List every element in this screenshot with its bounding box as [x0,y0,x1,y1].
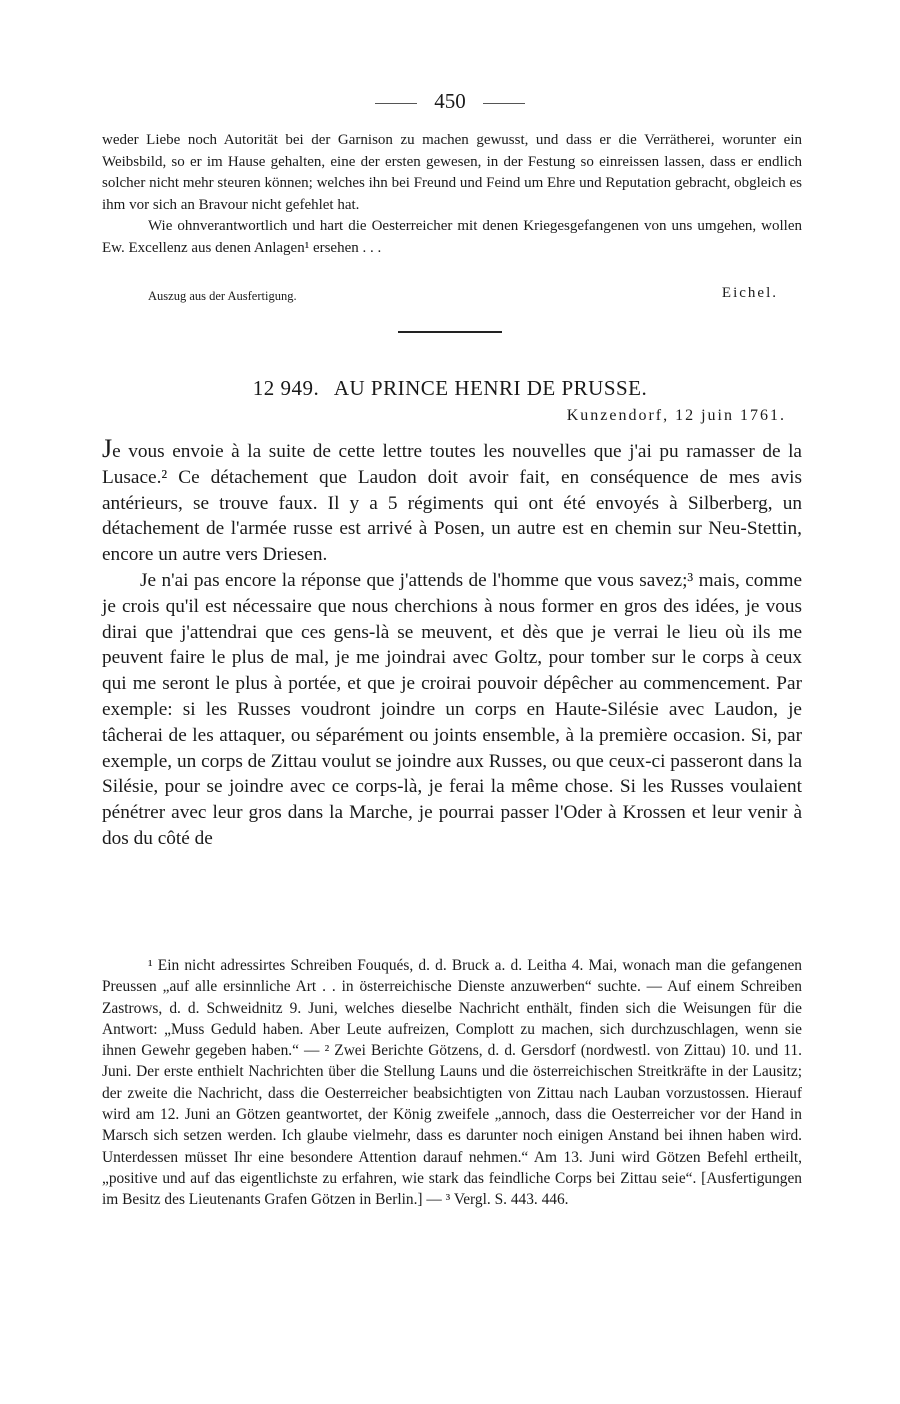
letter-heading [0,376,900,401]
place-date: Kunzendorf, 12 juin 1761. [566,407,786,424]
signature: Eichel. [721,285,778,301]
continuation-paragraph-1: weder Liebe noch Autorität bei der Garnison zu machen gewusst, und dass er die Verrätherei, worunter ein Weibsbild, so er im Hause gehalten, eine der ersten gewesen, in der Festung so einreissen lassen, dass er endlich solcher nicht mehr steuren können; welches ihn bei Freund und Feind um Ehre und Reputation gebracht, obgleich es ihm vor sich an Bravour nicht gefehlet hat. [102,132,802,213]
page-header [0,86,900,116]
header-rule-left [375,103,417,104]
header-rule-right [483,103,525,104]
continuation-paragraph-2: Wie ohnverantwortlich und hart die Oesterreicher mit denen Kriegesgefangenen von uns umgehen, wollen Ew. Excellenz aus denen Anlagen¹ ersehen . . . [102,218,802,256]
source-note: Auszug aus der Ausfertigung. [148,289,297,303]
letter-title: AU PRINCE HENRI DE PRUSSE. [333,376,648,400]
paragraph-1-text: e vous envoie à la suite de cette lettre toutes les nouvelles que j'ai pu ramasser de la Lusace.² Ce détachement que Laudon doit avoir fait, en conséquence de mes avis antérieurs, se trouve faux. Il y a 5 régiments qui ont été envoyés à Silberberg, un détachement de l'armée russe est arrivé à Posen, un autre est en chemin sur Neu-Stettin, encore un autre vers Driesen. [102,441,802,566]
footnotes [102,955,802,1211]
letter-paragraph-1 [102,436,802,568]
letter-number: 12 949. [252,376,320,400]
initial-letter: J [102,434,113,463]
page-number: 450 [434,89,466,113]
letter-paragraph-2: Je n'ai pas encore la réponse que j'attends de l'homme que vous savez;³ mais, comme je crois qu'il est nécessaire que nous cherchions à nous former en gros des idées, je vous dirai que j'attendrai que ces gens-là se meuvent, et dès que je verrai le lieu où ils me peuvent faire le plus de mal, je me joindrai avec Goltz, pour tomber sur le corps à ceux qui me seront le plus à portée, et que je croirai pouvoir dépêcher au commencement. Par exemple: si les Russes voudront joindre un corps en Haute-Silésie avec Laudon, je tâcherai de les attaquer, ou séparément ou joints ensemble, à la première occasion. Si, par exemple, un corps de Zittau voulut se joindre aux Russes, ou que ceux-ci passeront dans la Silésie, pour se joindre avec ce corps-là, je ferai la même chose. Si les Russes voulaient pénétrer avec leur gros dans la Marche, je pourrai passer l'Oder à Krossen et leur venir à dos du côté de [102,569,802,849]
footnote-text: ¹ Ein nicht adressirtes Schreiben Fouqués, d. d. Bruck a. d. Leitha 4. Mai, wonach man die gefangenen Preussen „auf alle ersinnliche Art . . in österreichische Dienste anzuwerben“ suchte. — Auf einem Schreiben Zastrows, d. d. Schweidnitz 9. Juni, welches dieselbe Nachricht enthält, finden sich die Weisungen für die Antwort: „Muss Geduld haben. Aber Leute aufreizen, Complott zu machen, sich durchzuschlagen, wenn sie ihnen Gewehr gegeben haben.“ — ² Zwei Berichte Götzens, d. d. Gersdorf (nordwestl. von Zittau) 10. und 11. Juni. Der erste enthielt Nachrichten über die Stellung Launs und die österreichischen Streitkräfte in der Lausitz; der zweite die Nachricht, dass die Oesterreicher beabsichtigten von Zittau nach Lauban vorzustossen. Hierauf wird am 12. Juni an Götzen geantwortet, der König zweifele „annoch, dass die Oesterreicher vor der Hand in Marsch sich setzen werden. Ich glaube vielmehr, dass es darunter noch einigen Anstand bei ihnen haben wird. Unterdessen müsset Ihr eine besondere Attention darauf nehmen.“ Am 13. Juni wird Götzen Befehl ertheilt, „positive und auf das eigentlichste zu erfahren, wie stark das feindliche Corps bei Zittau seie“. [Ausfertigungen im Besitz des Lieutenants Grafen Götzen in Berlin.] — ³ Vergl. S. 443. 446. [102,957,802,1209]
letter-body [102,436,802,852]
signature-row [148,285,778,309]
section-divider [398,331,502,333]
previous-letter-continuation [102,130,802,260]
